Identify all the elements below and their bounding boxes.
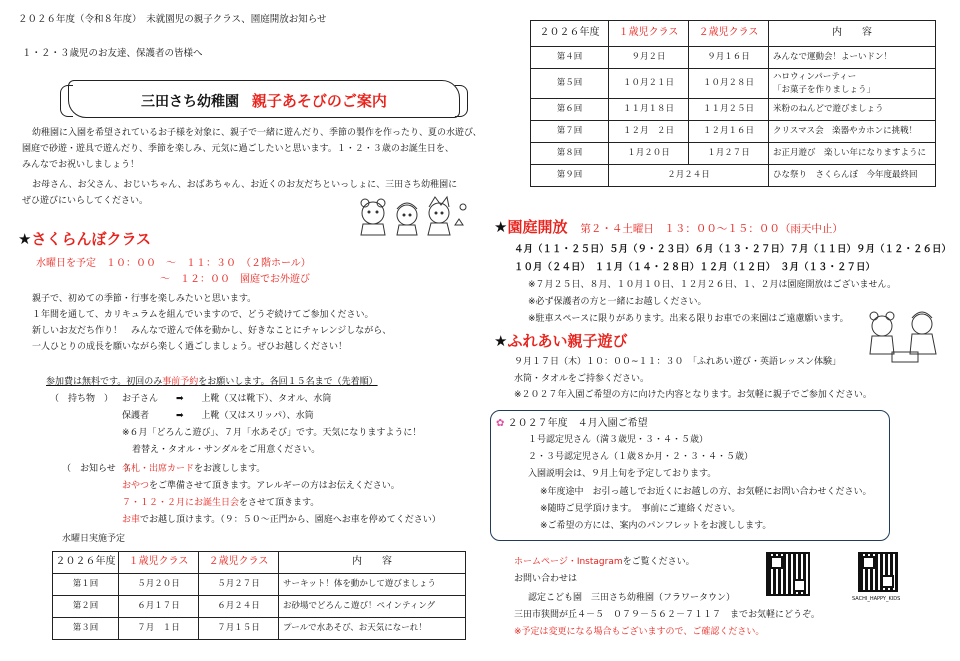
table-header: ２０２６年度: [531, 21, 609, 47]
title-banner: [68, 80, 460, 118]
contact-note: ※予定は変更になる場合もございますので、ご確認ください。: [514, 627, 765, 637]
garden-note-1: ※７月２５日、８月、１０月１０日、１２月２６日、１、２月は園庭開放はございません。: [528, 280, 897, 290]
table-cell: クリスマス会 楽器やカホンに挑戦！: [769, 121, 936, 143]
garden-dates-1: ４月（１１・２５日）５月（９・２３日）６月（１３・２７日）７月（１１日）９月（１２・２６日）: [514, 244, 952, 255]
table-cell: ６月１７日: [119, 596, 199, 618]
sakura-heading-text: さくらんぼクラス: [31, 230, 152, 248]
fee-post: をお願いします。各回１５名まで（先着順）: [198, 377, 378, 387]
table-cell: お正月遊び 楽しい年になりますように: [769, 143, 936, 165]
intro-line: ぜひ遊びにいらしてください。: [22, 196, 149, 206]
intro-line: 園庭で砂遊・遊具で遊んだり、季節を楽しみ、元気に過ごしたいと思います。１・２・３歳のお誕生日を、: [22, 144, 454, 154]
star-icon: ★: [494, 218, 508, 236]
notice-2-red: おやつ: [122, 481, 150, 491]
items-note-1: ※６月「どろんこ遊び」、７月「水あそび」です。天気になりますように！: [122, 428, 422, 438]
table-cell: １０月２１日: [609, 69, 689, 99]
sakura-time-2: ～ １２：００ 園庭でお外遊び: [160, 274, 310, 285]
sakura-body-line: 新しいお友だち作り！ みんなで遊んで体を動かし、好きなことにチャレンジしながら、: [32, 326, 392, 336]
table-cell: 第７回: [531, 121, 609, 143]
table-header: ２歳児クラス: [689, 21, 769, 47]
fee-red: 事前予約: [162, 377, 199, 387]
table-cell: サーキット！体を動かして遊びましょう: [279, 574, 466, 596]
table-header-row: [53, 552, 466, 574]
intro-line: お母さん、お父さん、おじいちゃん、おばあちゃん、お近くのお友だちといっしょに、三田さち幼稚園に: [32, 180, 458, 190]
intro-line: みんなでお祝いしましょう！: [22, 160, 140, 170]
table-header-row: [531, 21, 936, 47]
header-line: ２０２６年度（令和８年度） 未就園児の親子クラス、園庭開放お知らせ: [18, 14, 327, 25]
garden-dates-2: １０月（２４日） １１月（１４・２８日）１２月（１２日） ３月（１３・２７日）: [514, 262, 876, 273]
garden-note-2: ※必ず保護者の方と一緒にお越しください。: [528, 297, 707, 307]
notice-1-text: をお渡しします。: [194, 464, 266, 474]
notice-2-text: をご準備させて頂きます。アレルギーの方はお伝えください。: [149, 481, 400, 491]
contact-label: お問い合わせは: [514, 574, 578, 584]
table-cell: 第６回: [531, 99, 609, 121]
table-row: [531, 99, 936, 121]
table-cell: １１月１８日: [609, 99, 689, 121]
fureai-line-1: ９月１７日（木）１０：００~１１：３０ 「ふれあい遊び・英語レッスン体験」: [514, 357, 841, 367]
table-cell: ７月 １日: [119, 618, 199, 640]
items-child: お子さん ➡ 上靴（又は靴下）、タオル、水筒: [122, 394, 332, 404]
sakura-body-line: 一人ひとりの成長を願いながら楽しく過ごしましょう。ぜひお越しください！: [32, 342, 348, 352]
homepage-line: [514, 557, 695, 568]
notice-3-red: ７・１２・２月にお誕生日会: [122, 498, 240, 508]
notice-3: [122, 498, 319, 509]
notice-4-red: お車: [122, 515, 141, 525]
flower-icon: ✿: [496, 418, 505, 429]
sakura-heading: [18, 230, 151, 249]
notice-1: [122, 464, 265, 475]
table-cell: ６月２４日: [199, 596, 279, 618]
table-cell: お砂場でどろんこ遊び！ペインティング: [279, 596, 466, 618]
banner-title: 親子あそびのご案内: [251, 92, 387, 110]
table-cell: １月２７日: [689, 143, 769, 165]
table-cell: 第９回: [531, 165, 609, 187]
fureai-line-3: ※２０２７年入園ご希望の方に向けた内容となります。お気軽に親子でご参加ください。: [514, 390, 872, 400]
table-header: 内 容: [279, 552, 466, 574]
fureai-line-2: 水筒・タオルをご持参ください。: [514, 374, 650, 384]
table-caption: 水曜日実施予定: [62, 534, 126, 544]
table-cell: 第４回: [531, 47, 609, 69]
table-cell: ５月２７日: [199, 574, 279, 596]
table-row: [531, 165, 936, 187]
homepage-text: をご覧ください。: [622, 557, 695, 567]
admission-title-text: ２０２７年度 ４月入園ご希望: [507, 418, 648, 429]
admission-title: [496, 418, 648, 431]
garden-heading-text: 園庭開放: [507, 218, 568, 236]
sakura-body-line: １年間を通して、カリキュラムを組んでいますので、どうぞ続けてご参加ください。: [32, 310, 374, 320]
table-cell: 米粉のねんどで遊びましょう: [769, 99, 936, 121]
sakura-time-1: 水曜日を予定 １０：００ ～ １１：３０ （２階ホール）: [36, 258, 311, 269]
table-cell: 第５回: [531, 69, 609, 99]
greeting: １・２・３歳児のお友達、保護者の皆様へ: [22, 48, 203, 59]
table-row: [531, 47, 936, 69]
fureai-heading-text: ふれあい親子遊び: [507, 332, 628, 350]
fee-line: [46, 377, 378, 388]
table-cell: １月２０日: [609, 143, 689, 165]
items-note-2: 着替え・タオル・サンダルをご用意ください。: [132, 445, 321, 455]
contact-address: 三田市狭間が丘４－５ ０７９－５６２－７１１７ までお気軽にどうぞ。: [514, 610, 820, 620]
table-cell: 第８回: [531, 143, 609, 165]
admission-line-3: 入園説明会は、９月上旬を予定しております。: [528, 469, 717, 479]
table-header: １歳児クラス: [609, 21, 689, 47]
table-cell: 第１回: [53, 574, 119, 596]
table-row: [531, 143, 936, 165]
notice-4: [122, 515, 441, 526]
sakura-body-line: 親子で、初めての季節・行事を楽しみたいと思います。: [32, 294, 257, 304]
items-label: （ 持ち物 ）: [50, 394, 114, 404]
table-row: [531, 69, 936, 99]
schedule-table-left: [52, 551, 466, 640]
intro-line: 幼稚園に入園を希望されているお子様を対象に、親子で一緒に遊んだり、季節の製作を作ったり、夏の水遊び、: [32, 128, 482, 138]
table-cell: みんなで運動会！よーいドン！: [769, 47, 936, 69]
kids-playing-illustration: [862, 308, 948, 366]
admission-line-4: ※年度途中 お引っ越しでお近くにお越しの方、お気軽にお問い合わせください。: [540, 487, 872, 497]
homepage-red: ホームページ・Instagram: [514, 557, 623, 567]
table-cell: ５月２０日: [119, 574, 199, 596]
table-row: [531, 121, 936, 143]
table-cell: プールで水あそび、お天気になーれ！: [279, 618, 466, 640]
garden-heading: [494, 218, 843, 237]
instagram-caption: SACHI_HAPPY_KIDS: [852, 596, 901, 602]
table-header: 内 容: [769, 21, 936, 47]
admission-line-1: １号認定児さん（満３歳児・３・４・５歳）: [528, 435, 709, 445]
fureai-heading: [494, 332, 627, 351]
contact-name: 認定こども園 三田さち幼稚園（フラワータウン）: [528, 593, 736, 603]
table-row: [53, 574, 466, 596]
garden-note-3: ※駐車スペースに限りがあります。出来る限りお車での来園はご遠慮願います。: [528, 314, 849, 324]
notice-3-text: をさせて頂きます。: [239, 498, 320, 508]
instagram-qr-code[interactable]: [858, 552, 898, 592]
homepage-qr-code[interactable]: [766, 552, 810, 596]
table-header: ２歳児クラス: [199, 552, 279, 574]
table-header: ２０２６年度: [53, 552, 119, 574]
table-cell: ひな祭り さくらんぼ 今年度最終回: [769, 165, 936, 187]
table-cell: 第２回: [53, 596, 119, 618]
table-header: １歳児クラス: [119, 552, 199, 574]
banner-name: 三田さち幼稚園: [141, 94, 240, 110]
table-row: [53, 596, 466, 618]
notice-1-red: 名札・出席カード: [122, 464, 195, 474]
table-cell: １２月 ２日: [609, 121, 689, 143]
table-cell: １１月２５日: [689, 99, 769, 121]
table-cell: 第３回: [53, 618, 119, 640]
notice-label: （ お知らせ ）: [62, 464, 134, 474]
admission-line-2: ２・３号認定児さん（１歳８か月・２・３・４・５歳）: [528, 452, 754, 462]
table-cell: １０月２８日: [689, 69, 769, 99]
table-cell: ２月２４日: [609, 165, 769, 187]
star-icon: ★: [494, 332, 508, 350]
table-cell: ９月１６日: [689, 47, 769, 69]
items-parent: 保護者 ➡ 上靴（又はスリッパ）、水筒: [122, 411, 314, 421]
table-cell: ９月２日: [609, 47, 689, 69]
admission-line-5: ※随時ご見学頂けます。 事前にご連絡ください。: [540, 504, 741, 514]
table-cell: ７月１５日: [199, 618, 279, 640]
garden-days: 第２・４土曜日 １３：００～１５：００（雨天中止）: [580, 223, 843, 235]
table-row: [53, 618, 466, 640]
star-icon: ★: [18, 230, 32, 248]
schedule-table-right: [530, 20, 936, 187]
children-illustration: [355, 195, 470, 237]
fee-pre: 参加費は無料です。初回のみ: [46, 377, 163, 387]
table-cell: １２月１６日: [689, 121, 769, 143]
notice-4-text: でお越し頂けます。（９：５０～正門から、園庭へお車を停めてください）: [140, 515, 441, 525]
notice-2: [122, 481, 400, 492]
admission-line-6: ※ご希望の方には、案内のパンフレットをお渡しします。: [540, 521, 772, 531]
table-cell: ハロウィンパーティー 「お菓子を作りましょう」: [769, 69, 936, 99]
